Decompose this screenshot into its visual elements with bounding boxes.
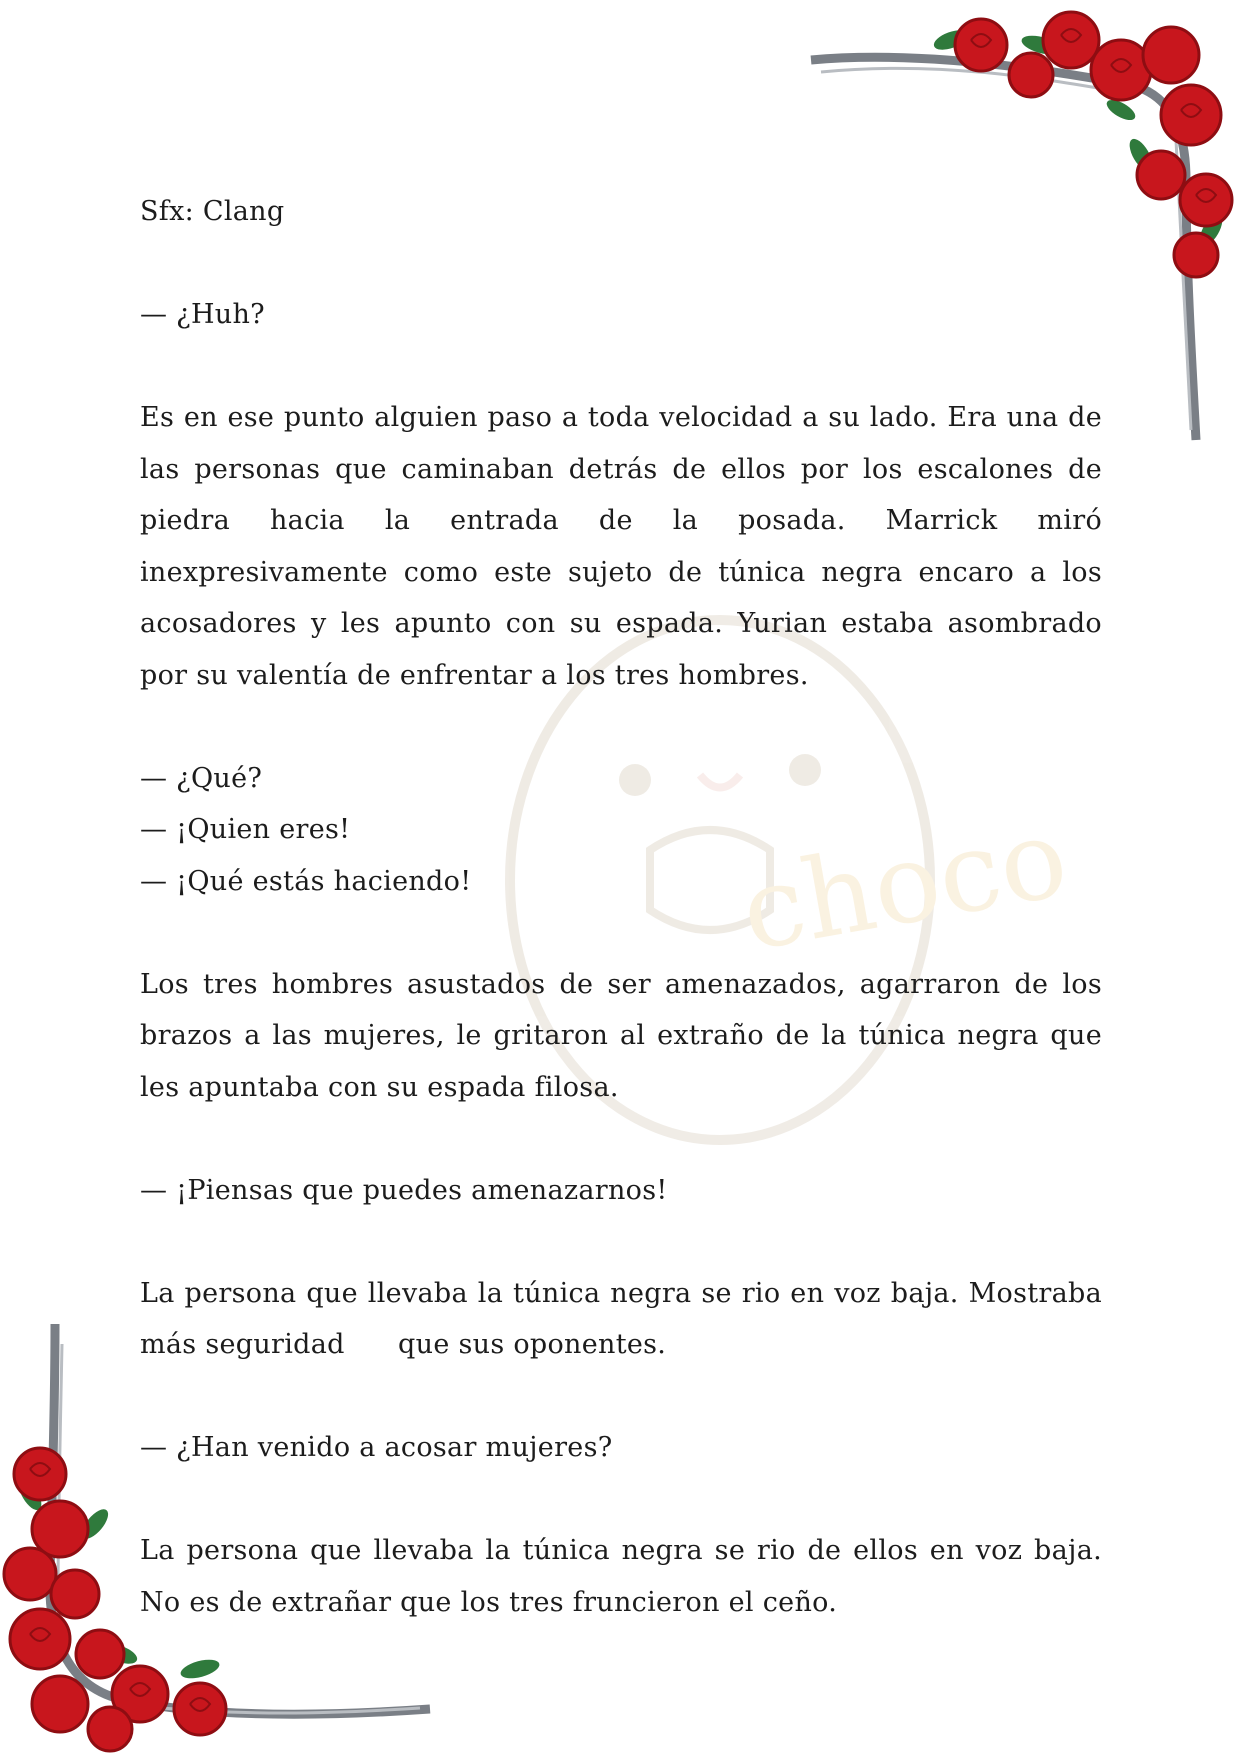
story-text	[140, 186, 1111, 1628]
dialogue-line: — ¡Quien eres!	[140, 814, 351, 845]
dialogue-line: — ¿Huh?	[140, 299, 265, 330]
paragraph: Los tres hombres asustados de ser amenazados, agarraron de los brazos a las mujeres, le gritaron al extraño de la túnica negra que les apuntaba con su espada filosa.	[140, 968, 1102, 1103]
dialogue-line: — ¡Qué estás haciendo!	[140, 865, 472, 897]
dialogue-line: — ¿Qué?	[140, 762, 263, 794]
watermark-text: choco	[732, 792, 1077, 976]
paragraph: La persona que llevaba la túnica negra se rio en voz baja. Mostraba más seguridad que sus oponentes.	[140, 1277, 1111, 1360]
paragraph: La persona que llevaba la túnica negra se rio de ellos en voz baja. No es de extrañar que los tres fruncieron el ceño.	[140, 1535, 1102, 1618]
dialogue-line: — ¡Piensas que puedes amenazarnos!	[140, 1174, 668, 1206]
dialogue-line: — ¿Han venido a acosar mujeres?	[140, 1432, 613, 1463]
paragraph: Es en ese punto alguien paso a toda velocidad a su lado. Era una de las personas que caminaban detrás de ellos por los escalones de piedra hacia la entrada de la posada. Marrick miró inexpresivamente como este sujeto de túnica negra encaro a los acosadores y les apunto con su espada. Yurian estaba asombrado por su valentía de enfrentar a los tres hombres.	[140, 402, 1102, 691]
sfx-line: Sfx: Clang	[140, 196, 285, 227]
